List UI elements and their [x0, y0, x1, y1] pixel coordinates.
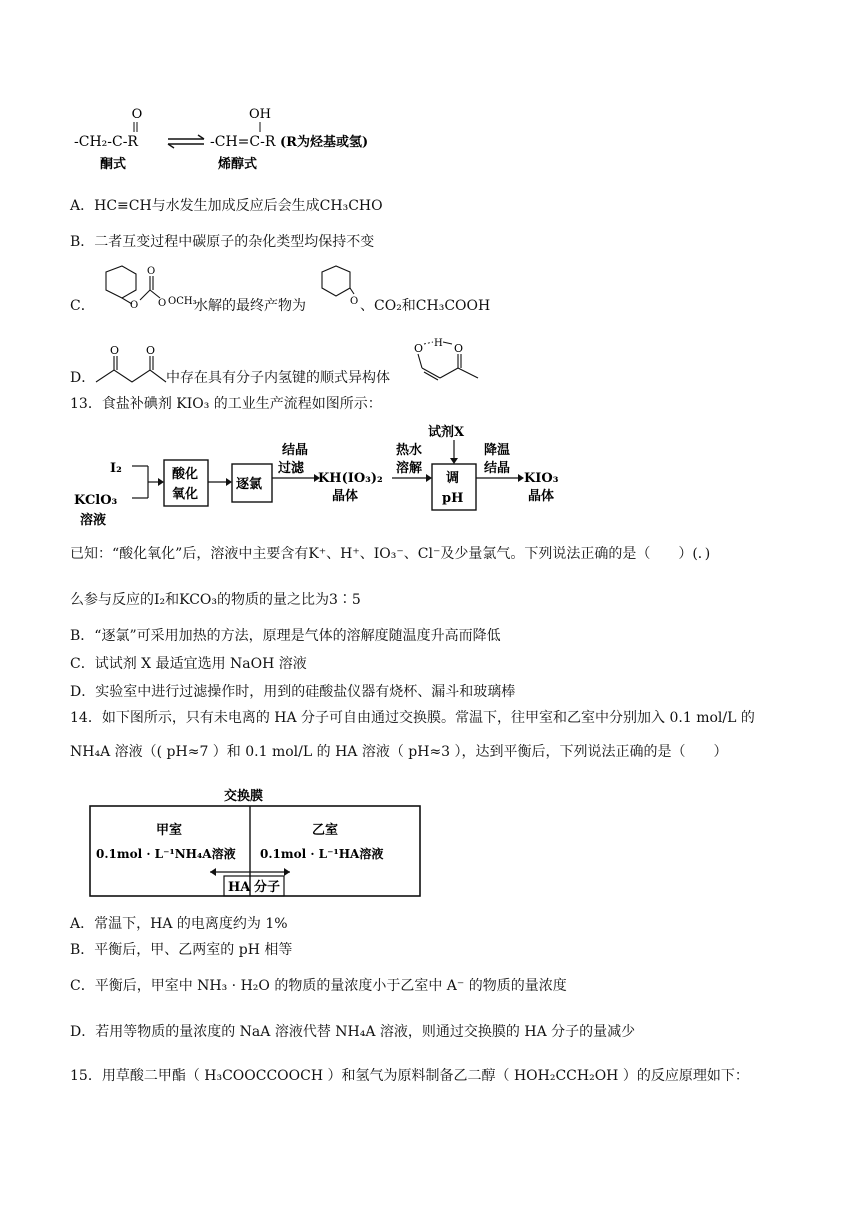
final-product-formula: KIO₃ [524, 471, 559, 486]
input-solution: 溶液 [80, 513, 107, 528]
hbond-h-label: H [434, 338, 443, 349]
mid-product-formula: KH(IO₃)₂ [318, 471, 383, 486]
q13-option-b: B．“逐氯”可采用加热的方法，原理是气体的溶解度随温度升高而降低 [70, 628, 501, 644]
svg-text:O: O [146, 344, 156, 357]
q12-option-c-prefix: C． [70, 298, 95, 314]
q13-option-c: C．试试剂 X 最适宜选用 NaOH 溶液 [70, 656, 307, 672]
q12-option-a: A．HC≡CH与水发生加成反应后会生成CH₃CHO [70, 198, 383, 214]
room-b-name: 乙室 [312, 823, 339, 838]
kio3-flowchart [70, 420, 590, 530]
q15-stem: 15．用草酸二甲酯（ H₃COOCCOOCH ）和氢气为原料制备乙二醇（ HOH₂CCH₂OH ）的反应原理如下： [70, 1068, 749, 1084]
step1-top1: 结晶 [282, 443, 309, 458]
q12-option-d-text: 中存在具有分子内氢键的顺式异构体 [166, 370, 390, 386]
step2-top2: 溶解 [396, 461, 423, 476]
ha-label: HA [228, 880, 251, 895]
svg-text:O: O [414, 342, 424, 355]
svg-text:O: O [147, 266, 156, 277]
enol-hbond-structure [406, 334, 490, 384]
q13-title: 13．食盐补碘剂 KIO₃ 的工业生产流程如图所示： [70, 396, 382, 412]
acetylacetone-structure [92, 344, 168, 388]
step1-top2: 过滤 [278, 461, 305, 476]
q13-option-d: D．实验室中进行过滤操作时，用到的硅酸盐仪器有烧杯、漏斗和玻璃棒 [70, 684, 516, 700]
q13-option-a: 么参与反应的I₂和KCO₃的物质的量之比为3∶5 [70, 592, 361, 608]
enol-oh: OH [249, 107, 271, 122]
svg-text:O: O [110, 344, 120, 357]
enol-formula: -CH=C-R [210, 134, 276, 150]
ketone-formula: -CH₂-C-R [74, 134, 138, 150]
ketone-oxygen: O [131, 107, 143, 122]
input-kclo3: KClO₃ [74, 493, 118, 508]
r-group-note: (R为烃基或氢) [280, 135, 369, 150]
q12-option-d-prefix: D． [70, 370, 96, 386]
svg-text:O: O [454, 342, 464, 355]
q14-stem-2: NH₄A 溶液（( pH≈7 ）和 0.1 mol/L 的 HA 溶液（ pH≈3 ），达到平衡后，下列说法正确的是（ ） [70, 744, 728, 760]
q12-option-c-text1: 水解的最终产物为 [194, 298, 306, 314]
step3-top2: 结晶 [484, 461, 511, 476]
step3-top1: 降温 [484, 443, 511, 458]
enol-label: 烯醇式 [218, 157, 258, 172]
q14-option-c: C．平衡后，甲室中 NH₃ · H₂O 的物质的量浓度小于乙室中 A⁻ 的物质的量浓度 [70, 978, 567, 994]
step2-top1: 热水 [396, 443, 423, 458]
och3-label: OCH₃ [168, 296, 197, 307]
q14-option-a: A．常温下，HA 的电离度约为 1% [70, 916, 288, 932]
svg-text:O: O [350, 296, 359, 307]
q12-option-b: B．二者互变过程中碳原子的杂化类型均保持不变 [70, 234, 375, 250]
box3-line2: pH [442, 491, 464, 506]
box1-line1: 酸化 [172, 467, 199, 482]
cyclohexenyl-carbonate-structure [92, 262, 197, 311]
q14-option-d: D．若用等物质的量浓度的 NaA 溶液代替 NH₄A 溶液，则通过交换膜的 HA 分子的量减少 [70, 1024, 636, 1040]
room-a-name: 甲室 [156, 823, 183, 838]
svg-text:O: O [158, 298, 167, 309]
reagent-x-label: 试剂X [428, 425, 465, 440]
box1-line2: 氧化 [172, 487, 199, 502]
tautomer-equation [70, 104, 410, 176]
molecule-label: 分子 [254, 880, 281, 895]
input-i2: I₂ [110, 461, 122, 476]
q14-option-b: B．平衡后，甲、乙两室的 pH 相等 [70, 942, 293, 958]
box3-line1: 调 [446, 471, 460, 486]
room-a-solution: 0.1mol · L⁻¹NH₄A溶液 [96, 847, 236, 861]
q12-option-c-text2: 、CO₂和CH₃COOH [360, 298, 491, 314]
final-product-label: 晶体 [528, 489, 555, 504]
q13-known: 已知：“酸化氧化”后，溶液中主要含有K⁺、H⁺、IO₃⁻、Cl⁻及少量氯气。下列说法正确的是（ ）(．) [70, 546, 711, 562]
mid-product-label: 晶体 [332, 489, 359, 504]
svg-text:O: O [130, 300, 139, 311]
box2-label: 逐氯 [236, 477, 263, 492]
ketone-label: 酮式 [100, 157, 127, 172]
room-b-solution: 0.1mol · L⁻¹HA溶液 [260, 847, 384, 861]
exchange-membrane-diagram [84, 784, 428, 904]
membrane-label: 交换膜 [224, 789, 264, 804]
q14-stem-1: 14．如下图所示，只有未电离的 HA 分子可自由通过交换膜。常温下，往甲室和乙室中分别加入 0.1 mol/L 的 [70, 710, 755, 726]
cyclohexanone-structure [314, 262, 360, 308]
